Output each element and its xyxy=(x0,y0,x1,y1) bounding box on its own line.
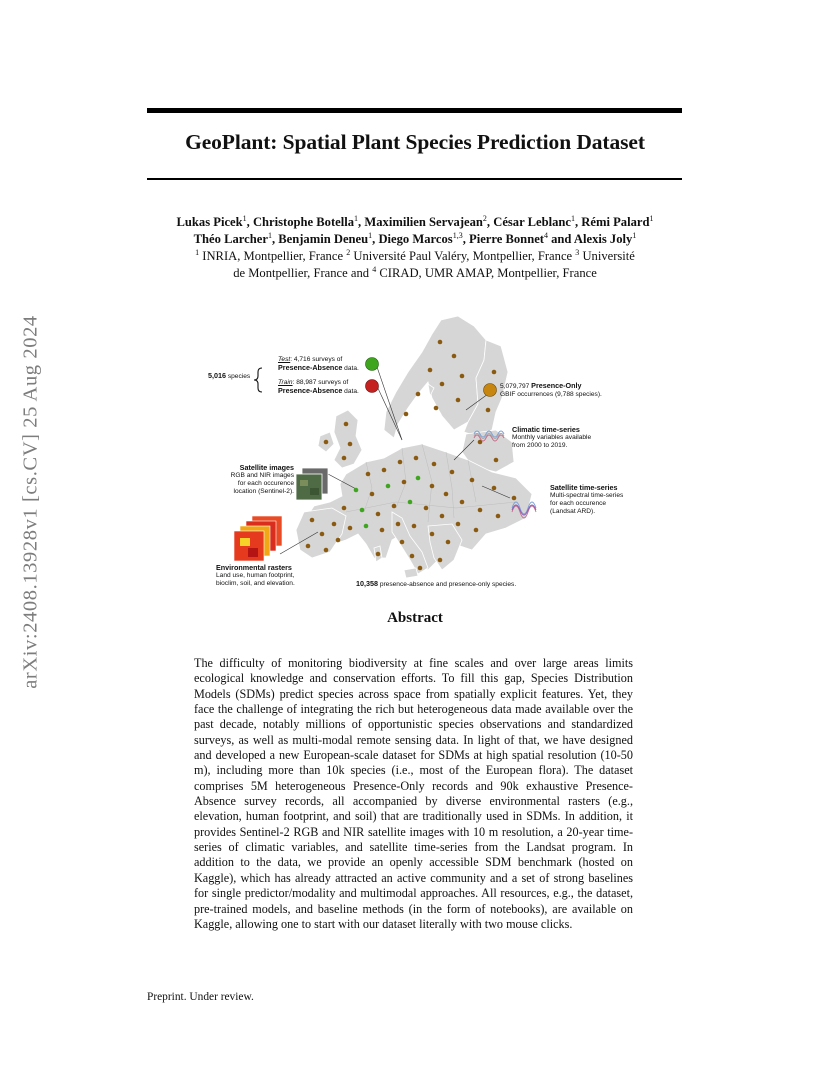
author-separator: , xyxy=(246,215,253,229)
brace-icon xyxy=(254,368,262,392)
author-affiliation-mark: 1 xyxy=(267,231,272,240)
map-marker xyxy=(404,412,409,417)
map-marker xyxy=(452,354,457,359)
author-separator: , xyxy=(486,215,494,229)
author-affiliation-mark: 2 xyxy=(482,214,487,223)
europe-map-graphic xyxy=(196,312,556,596)
map-marker xyxy=(416,476,421,481)
author-name: César Leblanc xyxy=(493,215,571,229)
map-marker xyxy=(414,456,419,461)
map-marker xyxy=(410,554,415,559)
affiliation-line-1 xyxy=(120,248,710,265)
environmental-caption: Environmental rasters Land use, human footprint, bioclim, soil, and elevation. xyxy=(216,563,295,587)
map-marker xyxy=(336,538,341,543)
satellite-images-caption: Satellite images RGB and NIR images for each occurence location (Sentinel-2). xyxy=(230,463,294,495)
map-marker xyxy=(496,514,501,519)
map-marker xyxy=(456,522,461,527)
map-marker xyxy=(456,398,461,403)
map-marker xyxy=(470,478,475,483)
author-name: Diego Marcos xyxy=(378,232,453,246)
train-caption: Train: 88,987 surveys of Presence-Absence data. xyxy=(278,379,359,395)
author-separator: , xyxy=(575,215,582,229)
map-marker xyxy=(400,540,405,545)
map-marker xyxy=(342,456,347,461)
affiliation-number: 1 xyxy=(195,248,200,257)
map-marker xyxy=(324,440,329,445)
map-marker xyxy=(408,500,413,505)
map-marker xyxy=(364,524,369,529)
author-name: Christophe Botella xyxy=(252,215,355,229)
presence-only-marker-icon xyxy=(484,384,497,397)
map-marker xyxy=(446,540,451,545)
map-marker xyxy=(434,406,439,411)
map-marker xyxy=(460,374,465,379)
satellite-timeseries-caption-text: Satellite time-series Multi-spectral time-series for each occurence (Landsat ARD). xyxy=(550,483,624,515)
train-marker-icon xyxy=(366,380,379,393)
map-marker xyxy=(398,460,403,465)
map-marker xyxy=(380,528,385,533)
map-marker xyxy=(386,484,391,489)
author-name: Maximilien Servajean xyxy=(364,215,483,229)
map-marker xyxy=(332,522,337,527)
author-line-1 xyxy=(120,214,710,231)
title-rule xyxy=(147,178,682,180)
map-marker xyxy=(370,492,375,497)
paper-title: GeoPlant: Spatial Plant Species Prediction Dataset xyxy=(185,130,645,154)
author-affiliation-mark: 1 xyxy=(368,231,373,240)
author-name: Théo Larcher xyxy=(193,232,268,246)
author-affiliation-mark: 1 xyxy=(242,214,247,223)
map-marker xyxy=(440,514,445,519)
affiliation-text: INRIA, Montpellier, France xyxy=(202,249,347,263)
author-name: Pierre Bonnet xyxy=(469,232,544,246)
test-marker-icon xyxy=(366,358,379,371)
map-marker xyxy=(366,472,371,477)
map-marker xyxy=(344,422,349,427)
map-marker xyxy=(486,408,491,413)
map-marker xyxy=(324,548,329,553)
author-separator: , xyxy=(372,232,379,246)
map-marker xyxy=(492,486,497,491)
map-marker xyxy=(460,500,465,505)
test-caption: Test: 4,716 surveys of Presence-Absence data. xyxy=(278,356,359,372)
map-marker xyxy=(360,508,365,513)
satellite-images-icon xyxy=(296,468,328,500)
author-affiliation-mark: 1 xyxy=(632,231,637,240)
map-marker xyxy=(348,442,353,447)
map-marker xyxy=(310,518,315,523)
author-block xyxy=(120,214,710,282)
map-marker xyxy=(412,524,417,529)
map-marker xyxy=(474,528,479,533)
map-marker xyxy=(416,392,421,397)
environmental-rasters-icon xyxy=(234,516,282,561)
map-marker xyxy=(430,532,435,537)
map-marker xyxy=(392,504,397,509)
presence-only-caption: 5,079,797 Presence-Only GBIF occurrences (9,788 species). xyxy=(500,381,602,398)
map-marker xyxy=(444,492,449,497)
map-marker xyxy=(320,532,325,537)
map-marker xyxy=(478,508,483,513)
author-separator: , xyxy=(462,232,470,246)
author-name: Benjamin Deneu xyxy=(278,232,369,246)
author-affiliation-mark: 1 xyxy=(649,214,654,223)
total-species-caption: 10,358 presence-absence and presence-only species. xyxy=(356,579,517,588)
map-marker xyxy=(348,526,353,531)
author-name: Alexis Joly xyxy=(573,232,633,246)
species-count-label: 5,016 species xyxy=(208,371,251,380)
affiliation-line-2: de Montpellier, France and $^4$ CIRAD, UMR AMAP, Montpellier, France xyxy=(233,265,597,280)
map-marker xyxy=(432,462,437,467)
climatic-caption: Climatic time-series Monthly variables available from 2000 to 2019. xyxy=(512,425,592,449)
author-affiliation-mark: 1 xyxy=(354,214,359,223)
top-rule xyxy=(147,108,682,113)
author-affiliation-mark: 1,3 xyxy=(452,231,463,240)
affiliation-number: 2 xyxy=(346,248,351,257)
sicily-shape xyxy=(404,568,418,578)
map-marker xyxy=(512,496,517,501)
britain-shape xyxy=(334,410,362,468)
map-marker xyxy=(440,382,445,387)
affiliation-number: 3 xyxy=(575,248,580,257)
author-line-2 xyxy=(120,231,710,248)
map-marker xyxy=(492,370,497,375)
abstract-body: The difficulty of monitoring biodiversity at fine scales and over large areas limits ecological knowledge and conservation efforts. To fill this gap, Species Distribution Models (SDMs) predict species across space from spatially explicit features. Yet, they face the challenge of integrating the rich but heterogeneous data made available over the past decade, notably millions of opportunistic species observations and standardized surveys, as well as multi-modal remote sensing data. In light of that, we have designed and developed a new European-scale dataset for SDMs at high spatial resolution (10-50 m), including more than 10k species (i.e., most of the European flora). The dataset comprises 5M heterogeneous Presence-Only records and 90k exhaustive Presence-Absence survey records, all accompanied by diverse environmental rasters (e.g., elevation, human footprint, and soil) that are traditionally used in SDMs. In addition, it provides Sentinel-2 RGB and NIR satellite images with 10 m resolution, a 20-year time-series of climatic variables, and satellite time-series from the Landsat program. In addition to the data, we provide an openly accessible SDM benchmark (hosted on Kaggle), which has already attracted an active community and a set of strong baselines for single predictor/modality and multimodal approaches. All resources, e.g., the dataset, pre-trained models, and baseline methods (in the form of notebooks), are available on Kaggle, allowing one to start with our dataset literally with two mouse clicks. xyxy=(194,656,633,931)
map-marker xyxy=(494,458,499,463)
affiliation-text: Université Paul Valéry, Montpellier, France xyxy=(353,249,576,263)
author-separator: , xyxy=(358,215,365,229)
arxiv-stamp[interactable]: arXiv:2408.13928v1 [cs.CV] 25 Aug 2024 xyxy=(19,315,42,689)
map-marker xyxy=(376,512,381,517)
author-separator: , xyxy=(271,232,279,246)
footer-note: Preprint. Under review. xyxy=(147,991,254,1003)
map-marker xyxy=(306,544,311,549)
map-marker xyxy=(382,468,387,473)
author-separator: and xyxy=(547,232,574,246)
map-marker xyxy=(376,552,381,557)
map-marker xyxy=(396,522,401,527)
map-marker xyxy=(402,480,407,485)
map-marker xyxy=(424,506,429,511)
author-name: Lukas Picek xyxy=(176,215,243,229)
author-affiliation-mark: 1 xyxy=(571,214,575,223)
map-marker xyxy=(342,506,347,511)
map-marker xyxy=(450,470,455,475)
affiliation-text: Université xyxy=(582,249,635,263)
map-marker xyxy=(430,484,435,489)
map-marker xyxy=(354,488,359,493)
map-marker xyxy=(438,558,443,563)
abstract-heading: Abstract xyxy=(387,610,443,626)
map-marker xyxy=(438,340,443,345)
author-affiliation-mark: 4 xyxy=(543,231,548,240)
author-name: Rémi Palard xyxy=(581,215,650,229)
map-marker xyxy=(418,566,423,571)
map-marker xyxy=(428,368,433,373)
